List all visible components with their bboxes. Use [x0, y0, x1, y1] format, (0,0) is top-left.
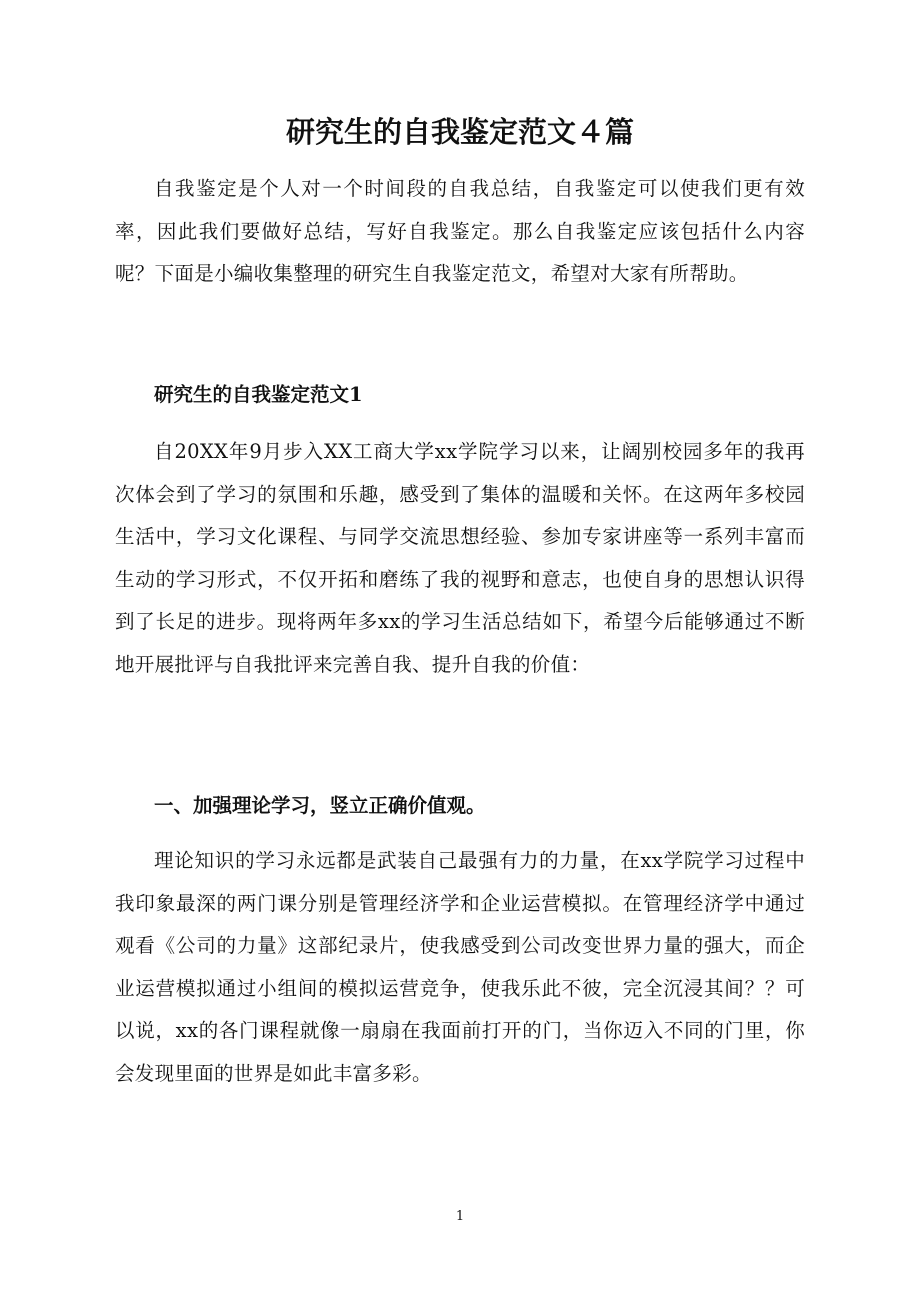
page-number: 1 — [455, 1209, 465, 1224]
body-paragraph-2: 理论知识的学习永远都是武装自己最强有力的力量，在xx学院学习过程中我印象最深的两门课分别是管理经济学和企业运营模拟。在管理经济学中通过观看《公司的力量》这部纪录片，使我感受到公司改变世界力量的强大，而企业运营模拟通过小组间的模拟运营竞争，使我乐此不彼，完全沉浸其间？？可以说，xx的各门课程就像一扇扇在我面前打开的门，当你迈入不同的门里，你会发现里面的世界是如此丰富多彩。 — [115, 849, 805, 1085]
section-title: 研究生的自我鉴定范文1 — [154, 383, 363, 406]
document-title: 研究生的自我鉴定范文４篇 — [285, 115, 634, 149]
body-paragraph-1: 自20XX年9月步入XX工商大学xx学院学习以来，让阔别校园多年的我再次体会到了学习的氛围和乐趣，感受到了集体的温暖和关怀。在这两年多校园生活中，学习文化课程、与同学交流思想经验、参加专家讲座等一系列丰富而生动的学习形式，不仅开拓和磨练了我的视野和意志，也使自身的思想认识得到了长足的进步。现将两年多xx的学习生活总结如下，希望今后能够通过不断地开展批评与自我批评来完善自我、提升自我的价值： — [115, 440, 805, 676]
intro-paragraph: 自我鉴定是个人对一个时间段的自我总结，自我鉴定可以使我们更有效率，因此我们要做好总结，写好自我鉴定。那么自我鉴定应该包括什么内容呢？下面是小编收集整理的研究生自我鉴定范文，希望对大家有所帮助。 — [115, 177, 805, 285]
subheading-1: 一、加强理论学习，竖立正确价值观。 — [154, 794, 486, 817]
